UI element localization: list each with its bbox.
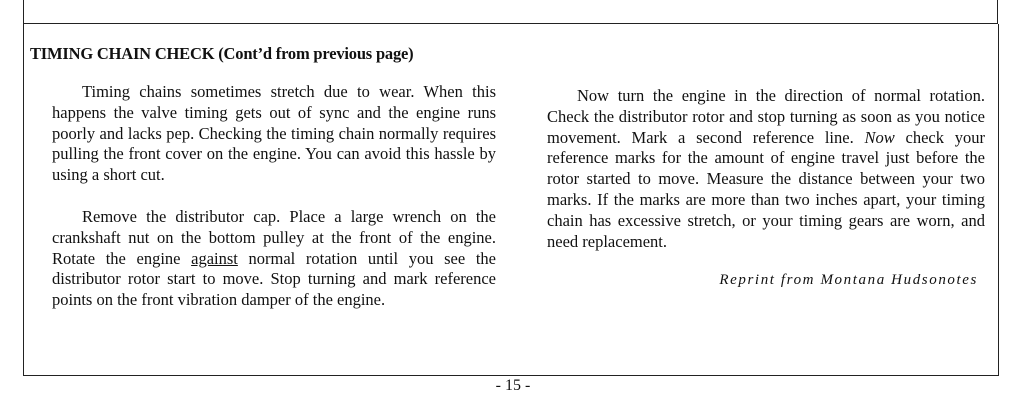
italic-word: Now	[864, 127, 895, 147]
paragraph-text: Now turn the engine in the direction of normal rotation. Check the distributor rotor and stop turning as soon as you notice movement. Mark a second reference line.	[547, 86, 985, 147]
paragraph-timing-chains: Timing chains sometimes stretch due to wear. When this happens the valve timing gets out of sync and the engine runs poorly and lacks pep. Checking the timing chain normally requires pulling the front cover on the engine. You can avoid this hassle by using a short cut.	[52, 82, 496, 185]
paragraph-text: check your reference marks for the amount of engine travel just before the rotor started to move. Measure the distance between your two marks. If the marks are more than two inches apart, your timing chain has excessive stretch, or your timing gears are worn, and need replacement.	[547, 127, 986, 251]
paragraph-distributor-cap	[52, 207, 496, 311]
previous-article-frame	[23, 0, 998, 24]
article-heading: TIMING CHAIN CHECK (Cont’d from previous page)	[30, 44, 414, 63]
left-column	[52, 82, 496, 311]
underlined-word: against	[191, 248, 238, 268]
paragraph-text: normal rotation until you see the distributor rotor start to move. Stop turning and mark reference points on the front vibration damper of the engine.	[52, 248, 496, 310]
reprint-credit: Reprint from Montana Hudsonotes	[719, 272, 978, 288]
paragraph-normal-rotation	[547, 86, 985, 252]
right-column	[547, 86, 985, 252]
page-number: - 15 -	[495, 377, 531, 394]
paragraph-text: Remove the distributor cap. Place a large wrench on the crankshaft nut on the bottom pulley at the front of the engine. Rotate the engine	[52, 206, 496, 268]
